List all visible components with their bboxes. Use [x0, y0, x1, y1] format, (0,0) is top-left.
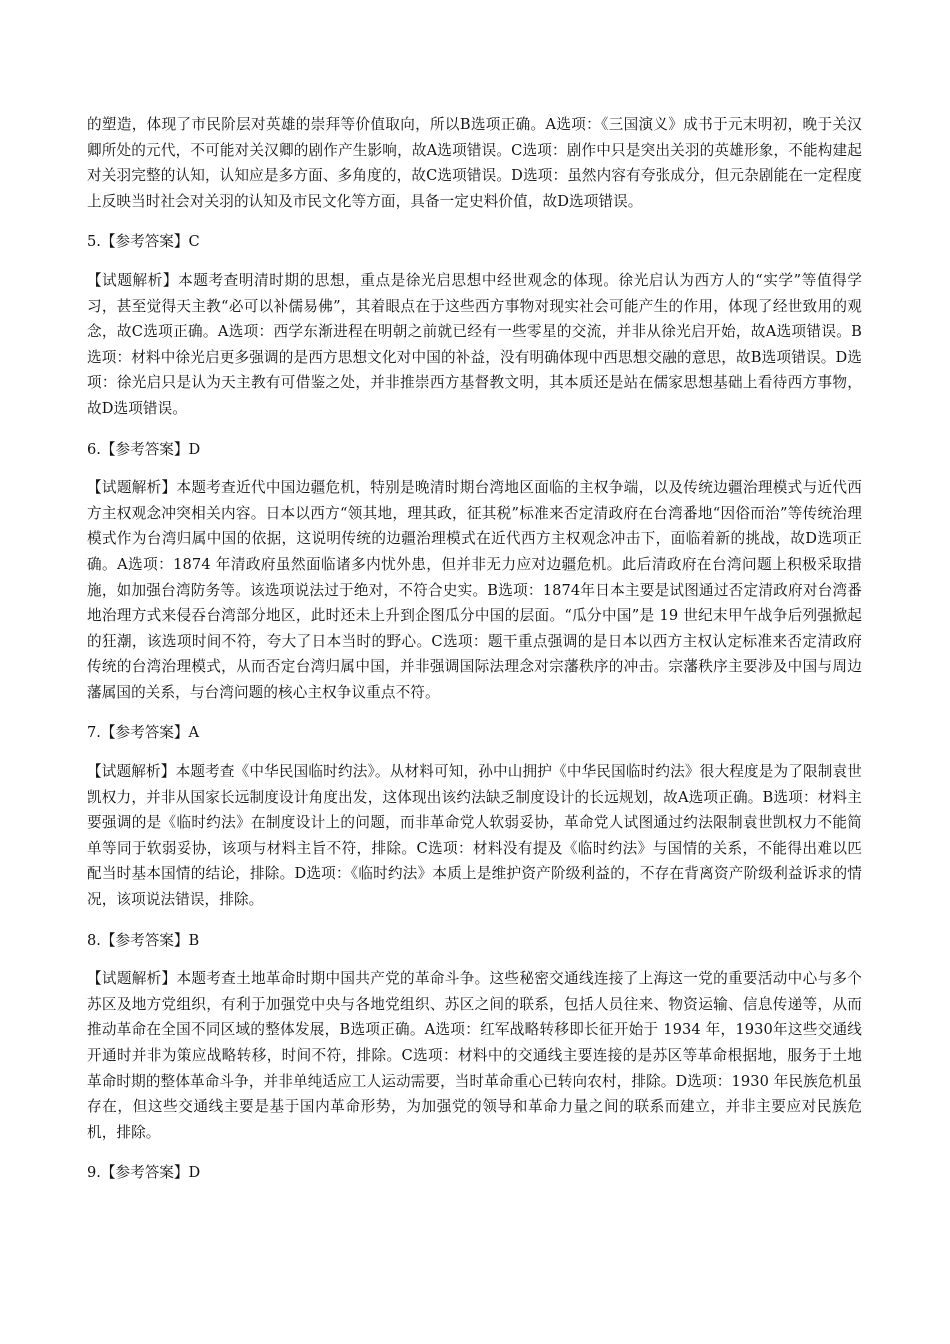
answer-line: 6.【参考答案】D	[87, 440, 201, 458]
question-5	[87, 229, 862, 421]
analysis-paragraph: 【试题解析】本题考查土地革命时期中国共产党的革命斗争。这些秘密交通线连接了上海这一党的重要活动中心与多个苏区及地方党组织，有利于加强党中央与各地党组织、苏区之间的联系，包括人员往来、物资运输、信息传递等，从而推动革命在全国不同区域的整体发展，B选项正确。A选项：红军战略转移即长征开始于 1934 年，1930年这些交通线开通时并非为策应战略转移，时间不符，排除。C选项：材料中的交通线主要连接的是苏区等革命根据地，服务于土地革命时期的整体革命斗争，并非单纯适应工人运动需要，当时革命重心已转向农村，排除。D选项：1930 年民族危机虽存在，但这些交通线主要是基于国内革命形势，为加强党的领导和革命力量之间的联系而建立，并非主要应对民族危机，排除。	[87, 970, 862, 1141]
answer-line: 8.【参考答案】B	[87, 931, 200, 949]
analysis-paragraph: 【试题解析】本题考查《中华民国临时约法》。从材料可知，孙中山拥护《中华民国临时约法》很大程度是为了限制袁世凯权力，并非从国家长远制度设计角度出发，这体现出该约法缺乏制度设计的长远规划，故A选项正确。B选项：材料主要强调的是《临时约法》在制度设计上的问题，而非革命党人软弱妥协，革命党人试图通过约法限制袁世凯权力不能简单等同于软弱妥协，该项与材料主旨不符，排除。C选项：材料没有提及《临时约法》与国情的关系，不能得出难以匹配当时基本国情的结论，排除。D选项：《临时约法》本质上是维护资产阶级利益的，不存在背离资产阶级利益诉求的情况，该项说法错误，排除。	[87, 763, 862, 909]
question-9	[87, 1160, 862, 1186]
question-7	[87, 720, 862, 912]
analysis-paragraph: 【试题解析】本题考查明清时期的思想，重点是徐光启思想中经世观念的体现。徐光启认为西方人的“实学”等值得学习，甚至觉得天主教“必可以补儒易佛”，其着眼点在于这些西方事物对现实社会可能产生的作用，体现了经世致用的观念，故C选项正确。A选项：西学东渐进程在明朝之前就已经有一些零星的交流，并非从徐光启开始，故A选项错误。B选项：材料中徐光启更多强调的是西方思想文化对中国的补益，没有明确体现中西思想交融的意思，故B选项错误。D选项：徐光启只是认为天主教有可借鉴之处，并非推崇西方基督教文明，其本质还是站在儒家思想基础上看待西方事物，故D选项错误。	[87, 271, 862, 417]
intro-paragraph: 的塑造，体现了市民阶层对英雄的崇拜等价值取向，所以B选项正确。A选项：《三国演义》成书于元末明初，晚于关汉卿所处的元代，不可能对关汉卿的剧作产生影响，故A选项错误。C选项：剧作中只是突出关羽的英雄形象，不能构建起对关羽完整的认知，认知应是多方面、多角度的，故C选项错误。D选项：虽然内容有夸张成分，但元杂剧能在一定程度上反映当时社会对关羽的认知及市民文化等方面，具备一定史料价值，故D选项错误。	[87, 116, 862, 210]
answer-line: 7.【参考答案】A	[87, 724, 200, 742]
answer-line: 9.【参考答案】D	[87, 1164, 201, 1182]
question-8	[87, 928, 862, 1146]
answer-line: 5.【参考答案】C	[87, 233, 200, 251]
document-page	[87, 112, 862, 1199]
question-6	[87, 437, 862, 706]
analysis-paragraph: 【试题解析】本题考查近代中国边疆危机，特别是晚清时期台湾地区面临的主权争端，以及传统边疆治理模式与近代西方主权观念冲突相关内容。日本以西方“领其地，理其政，征其税”标准来否定清政府在台湾番地“因俗而治”等传统治理模式作为台湾归属中国的依据，这说明传统的边疆治理模式在近代西方主权观念冲击下，面临着新的挑战，故D选项正确。A选项：1874 年清政府虽然面临诸多内忧外患，但并非无力应对边疆危机。此后清政府在台湾问题上积极采取措施，如加强台湾防务等。该选项说法过于绝对，不符合史实。B选项：1874年日本主要是试图通过否定清政府对台湾番地治理方式来侵吞台湾部分地区，此时还未上升到企图瓜分中国的层面。“瓜分中国”是 19 世纪末甲午战争后列强掀起的狂潮，该选项时间不符，夸大了日本当时的野心。C选项：题干重点强调的是日本以西方主权认定标准来否定清政府传统的台湾治理模式，从而否定台湾归属中国，并非强调国际法理念对宗藩秩序的冲击。宗藩秩序主要涉及中国与周边藩属国的关系，与台湾问题的核心主权争议重点不符。	[87, 479, 862, 701]
